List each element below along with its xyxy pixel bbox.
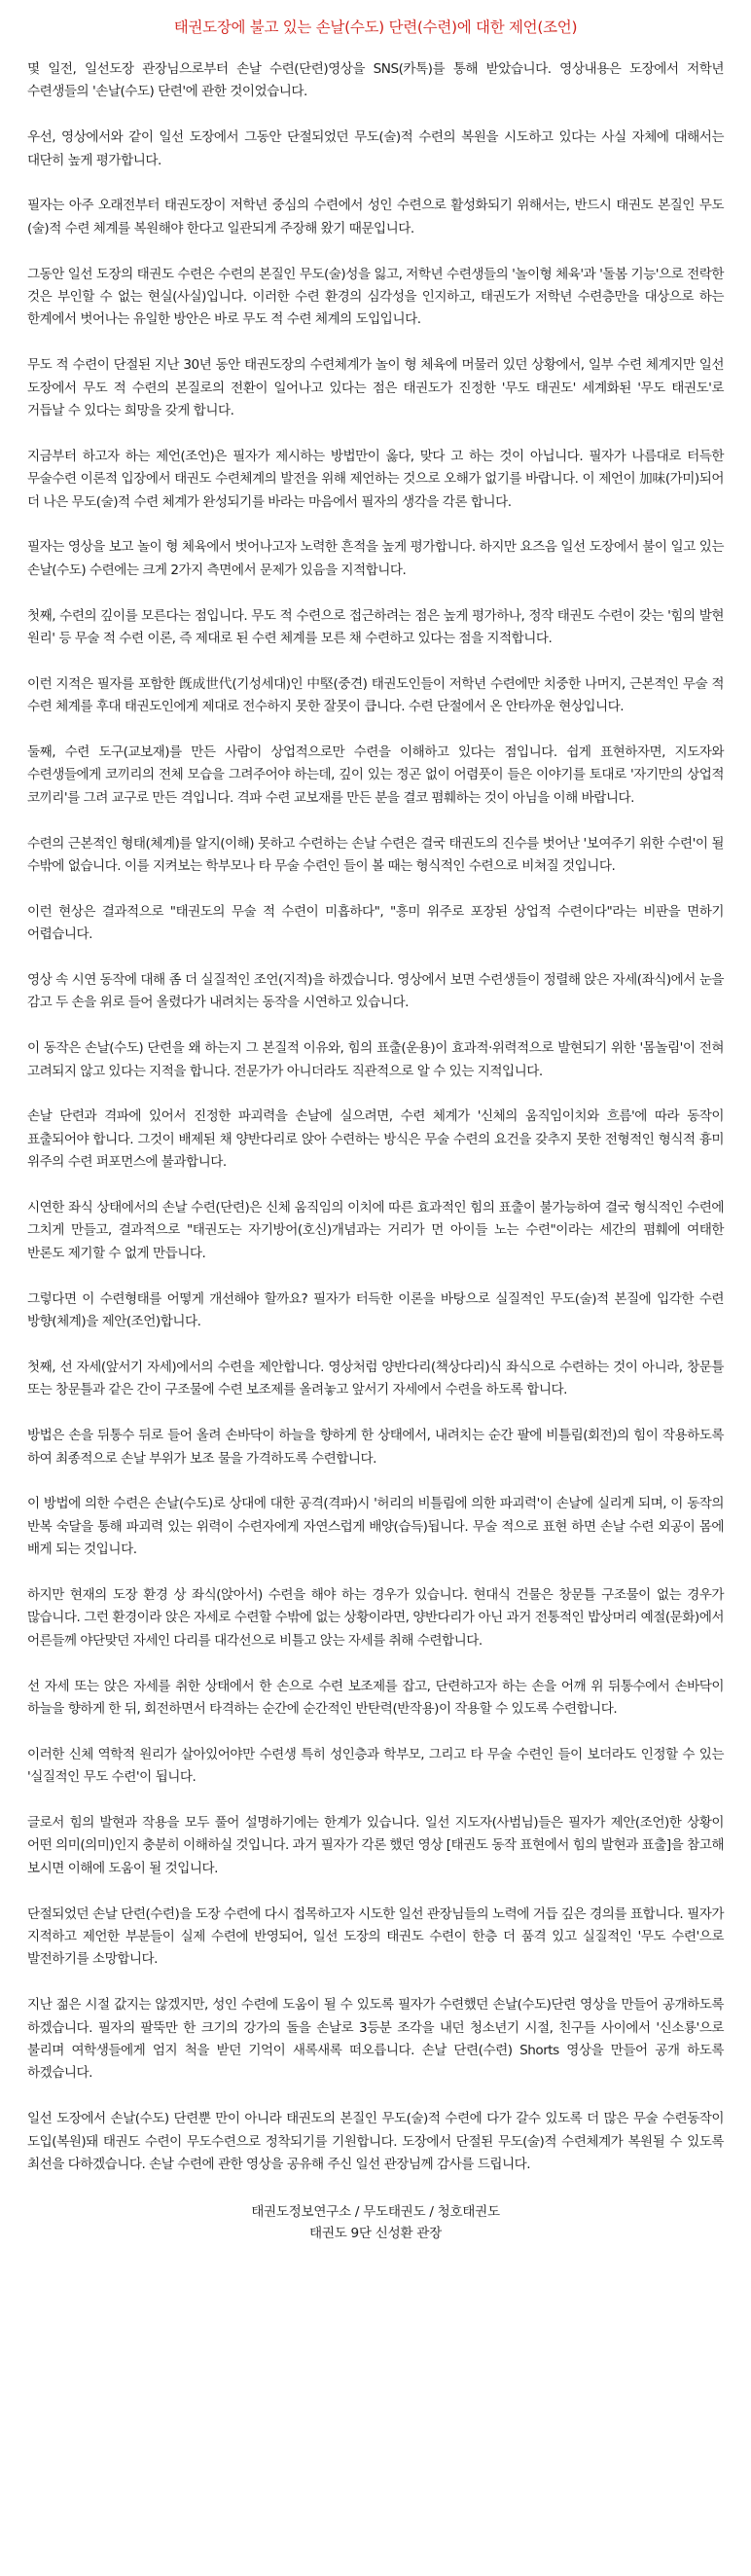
paragraph: 지난 젊은 시절 값지는 않겠지만, 성인 수련에 도움이 될 수 있도록 필자가 수련했던 손날(수도)단련 영상을 만들어 공개하도록 하겠습니다. 필자의 팔뚝만 한 크기의 강가의 돌을 손날로 3등분 조각을 내던 청소년기 시절, 친구들 사이에서 '신소룡'으로 불리며 여학생들에게 엄지 척을 받던 기억이 새록새록 떠오릅니다. 손날 단련(수련) Shorts 영상을 만들어 공개 하도록 하겠습니다. <box>27 1997 724 2082</box>
paragraph: 무도 적 수련이 단절된 지난 30년 동안 태권도장의 수련체계가 놀이 형 체육에 머물러 있던 상황에서, 일부 수련 체계지만 일선 도장에서 무도 적 수련의 본질로의 전환이 일어나고 있다는 점은 태권도가 진정한 '무도 태권도' 세계화된 '무도 태권도'로 거듭날 수 있다는 희망을 갖게 합니다. <box>27 357 724 419</box>
paragraph: 그렇다면 이 수련형태를 어떻게 개선해야 할까요? 필자가 터득한 이론을 바탕으로 실질적인 무도(술)적 본질에 입각한 수련 방향(체계)을 제안(조언)합니다. <box>27 1290 724 1330</box>
paragraph: 지금부터 하고자 하는 제언(조언)은 필자가 제시하는 방법만이 옳다, 맞다 고 하는 것이 아닙니다. 필자가 나름대로 터득한 무술수련 이론적 입장에서 태권도 수련체계의 발전을 위해 제언하는 것으로 오해가 없기를 바랍니다. 이 제언이 加味(가미)되어 더 나은 무도(술)적 수련 체계가 완성되기를 바라는 마음에서 필자의 생각을 각론 합니다. <box>27 448 724 510</box>
paragraph: 필자는 영상을 보고 놀이 형 체육에서 벗어나고자 노력한 흔적을 높게 평가합니다. 하지만 요즈음 일선 도장에서 불이 일고 있는 손날(수도) 수련에는 크게 2가지 측면에서 문제가 있음을 지적합니다. <box>27 539 724 578</box>
paragraph: 우선, 영상에서와 같이 일선 도장에서 그동안 단절되었던 무도(술)적 수련의 복원을 시도하고 있다는 사실 자체에 대해서는 대단히 높게 평가합니다. <box>27 129 724 168</box>
paragraph: 이 동작은 손날(수도) 단련을 왜 하는지 그 본질적 이유와, 힘의 표출(운용)이 효과적·위력적으로 발현되기 위한 '몸놀림'이 전혀 고려되지 않고 있다는 지적을 합니다. 전문가가 아니더라도 직관적으로 알 수 있는 지적입니다. <box>27 1040 724 1079</box>
paragraph: 이러한 신체 역학적 원리가 살아있어야만 수련생 특히 성인층과 학부모, 그리고 타 무술 수련인 들이 보더라도 인정할 수 있는 '실질적인 무도 수련'이 됩니다. <box>27 1746 724 1786</box>
paragraph: 이런 현상은 결과적으로 "태권도의 무술 적 수련이 미흡하다", "흥미 위주로 포장된 상업적 수련이다"라는 비판을 면하기 어렵습니다. <box>27 903 724 943</box>
paragraph: 방법은 손을 뒤통수 뒤로 들어 올려 손바닥이 하늘을 향하게 한 상태에서, 내려치는 순간 팔에 비틀림(회전)의 힘이 작용하도록 하여 최종적으로 손날 부위가 보조 물을 가격하도록 수련합니다. <box>27 1428 724 1467</box>
paragraph: 둘째, 수련 도구(교보재)를 만든 사람이 상업적으로만 수련을 이해하고 있다는 점입니다. 쉽게 표현하자면, 지도자와 수련생들에게 코끼리의 전체 모습을 그려주어야 하는데, 깊이 있는 정곤 없이 어렴풋이 들은 이야기를 토대로 '자기만의 상업적 코끼리'를 그려 교구로 만든 격입니다. 격파 수련 교보재를 만든 분을 결코 폄훼하는 것이 아님을 이해 바랍니다. <box>27 744 724 806</box>
paragraph: 영상 속 시연 동작에 대해 좀 더 실질적인 조언(지적)을 하겠습니다. 영상에서 보면 수련생들이 정렬해 앉은 자세(좌식)에서 눈을 감고 두 손을 위로 들어 올렸다가 내려치는 동작을 시연하고 있습니다. <box>27 972 724 1011</box>
document-title: 태권도장에 불고 있는 손날(수도) 단련(수련)에 대한 제언(조언) <box>173 18 578 36</box>
paragraph: 수련의 근본적인 형태(체계)를 알지(이해) 못하고 수련하는 손날 수련은 결국 태권도의 진수를 벗어난 '보여주기 위한 수련'이 될 수밖에 없습니다. 이를 지켜보는 학부모나 타 무술 수련인 들이 볼 때는 형식적인 수련으로 비쳐질 것입니다. <box>27 835 724 875</box>
paragraph: 단절되었던 손날 단련(수련)을 도장 수련에 다시 접목하고자 시도한 일선 관장님들의 노력에 거듭 깊은 경의를 표합니다. 필자가 지적하고 제언한 부분들이 실제 수련에 반영되어, 일선 도장의 태권도 수련이 한층 더 품격 있고 실질적인 '무도 수련'으로 발전하기를 소망합니다. <box>27 1905 724 1968</box>
signature-author: 태권도 9단 신성환 관장 <box>309 2226 442 2242</box>
signature-block <box>27 2201 724 2244</box>
paragraph: 글로서 힘의 발현과 작용을 모두 풀어 설명하기에는 한계가 있습니다. 일선 지도자(사범님)들은 필자가 제안(조언)한 상황이 어떤 의미(의미)인지 충분히 이해하실 것입니다. 과거 필자가 각론 했던 영상 [태권도 동작 표현에서 힘의 발현과 표출]을 참고해 보시면 이해에 도움이 될 것입니다. <box>27 1814 724 1876</box>
paragraph: 일선 도장에서 손날(수도) 단련뿐 만이 아니라 태권도의 본질인 무도(술)적 수련에 다가 갈수 있도록 더 많은 무술 수련동작이 도입(복원)돼 태권도 수련이 무도수련으로 정착되기를 기원합니다. 도장에서 단절된 무도(술)적 수련체계가 복원될 수 있도록 최선을 다하겠습니다. 손날 수련에 관한 영상을 공유해 주신 일선 관장님께 감사를 드립니다. <box>27 2111 724 2172</box>
paragraph: 이 방법에 의한 수련은 손날(수도)로 상대에 대한 공격(격파)시 '허리의 비틀림에 의한 파괴력'이 손날에 실리게 되며, 이 동작의 반복 숙달을 통해 파괴력 있는 위력이 수련자에게 자연스럽게 배양(습득)됩니다. 무술 적으로 표현 하면 손날 수련 외공이 몸에 배게 되는 것입니다. <box>27 1496 724 1558</box>
paragraph: 선 자세 또는 앉은 자세를 취한 상태에서 한 손으로 수련 보조제를 잡고, 단련하고자 하는 손을 어깨 위 뒤통수에서 손바닥이 하늘을 향하게 한 뒤, 회전하면서 타격하는 순간에 순간적인 반탄력(반작용)이 작용할 수 있도록 수련합니다. <box>27 1678 724 1717</box>
paragraph: 시연한 좌식 상태에서의 손날 수련(단련)은 신체 움직임의 이치에 따른 효과적인 힘의 표출이 불가능하여 결국 형식적인 수련에 그치게 만들고, 결과적으로 "태권도는 자기방어(호신)개념과는 거리가 먼 아이들 노는 수련"이라는 세간의 폄훼에 여태한 반론도 제기할 수 없게 만듭니다. <box>27 1200 724 1261</box>
document-body <box>27 58 724 2176</box>
paragraph: 손날 단련과 격파에 있어서 진정한 파괴력을 손날에 실으려면, 수련 체계가 '신체의 움직임이치와 흐름'에 따라 동작이 표출되어야 합니다. 그것이 배제된 채 양반다리로 앉아 수련하는 방식은 무술 수련의 요건을 갖추지 못한 전형적인 형식적 흉미 위주의 수련 퍼포먼스에 불과합니다. <box>27 1108 724 1171</box>
paragraph: 하지만 현재의 도장 환경 상 좌식(앉아서) 수련을 해야 하는 경우가 있습니다. 현대식 건물은 창문틀 구조물이 없는 경우가 많습니다. 그런 환경이라 앉은 자세로 수련할 수밖에 없는 상황이라면, 양반다리가 아닌 과거 전통적인 밥상머리 예절(문화)에서 어른들께 야단맞던 자세인 다리를 대각선으로 비틀고 앉는 자세를 취해 수련합니다. <box>27 1586 724 1649</box>
signature-organizations: 태권도정보연구소 / 무도태권도 / 청호태권도 <box>251 2204 500 2221</box>
paragraph: 몇 일전, 일선도장 관장님으로부터 손날 수련(단련)영상을 SNS(카톡)를 통해 받았습니다. 영상내용은 도장에서 저학년 수련생들의 '손날(수도) 단련'에 관한 것이었습니다. <box>27 61 724 100</box>
paragraph: 이런 지적은 필자를 포함한 旣成世代(기성세대)인 中堅(중견) 태권도인들이 저학년 수련에만 치중한 나머지, 근본적인 무술 적 수련 체계를 후대 태권도인에게 제대로 전수하지 못한 잘못이 큽니다. 수련 단절에서 온 안타까운 현상입니다. <box>27 675 724 715</box>
paragraph: 그동안 일선 도장의 태권도 수련은 수련의 본질인 무도(술)성을 잃고, 저학년 수련생들의 '놀이형 체육'과 '돌봄 기능'으로 전락한 것은 부인할 수 없는 현실(사실)입니다. 이러한 수련 환경의 심각성을 인지하고, 태권도가 저학년 수련층만을 대상으로 하는 한계에서 벗어나는 유일한 방안은 바로 무도 적 수련 체계의 도입입니다. <box>27 266 724 328</box>
paragraph: 첫째, 선 자세(앞서기 자세)에서의 수련을 제안합니다. 영상처럼 양반다리(책상다리)식 좌식으로 수련하는 것이 아니라, 창문틀 또는 창문틀과 같은 간이 구조물에 수련 보조제를 올려놓고 앞서기 자세에서 수련을 하도록 합니다. <box>27 1359 724 1398</box>
paragraph: 필자는 아주 오래전부터 태권도장이 저학년 중심의 수련에서 성인 수련으로 활성화되기 위해서는, 반드시 태권도 본질인 무도(술)적 수련 체계를 복원해야 한다고 일관되게 주장해 왔기 때문입니다. <box>27 198 724 236</box>
paragraph: 첫째, 수련의 깊이를 모른다는 점입니다. 무도 적 수련으로 접근하려는 점은 높게 평가하나, 정작 태권도 수련이 갖는 '힘의 발현 원리' 등 무술 적 수련 이론, 즉 제대로 된 수련 체계를 모른 채 수련하고 있다는 점을 지적합니다. <box>27 607 724 647</box>
